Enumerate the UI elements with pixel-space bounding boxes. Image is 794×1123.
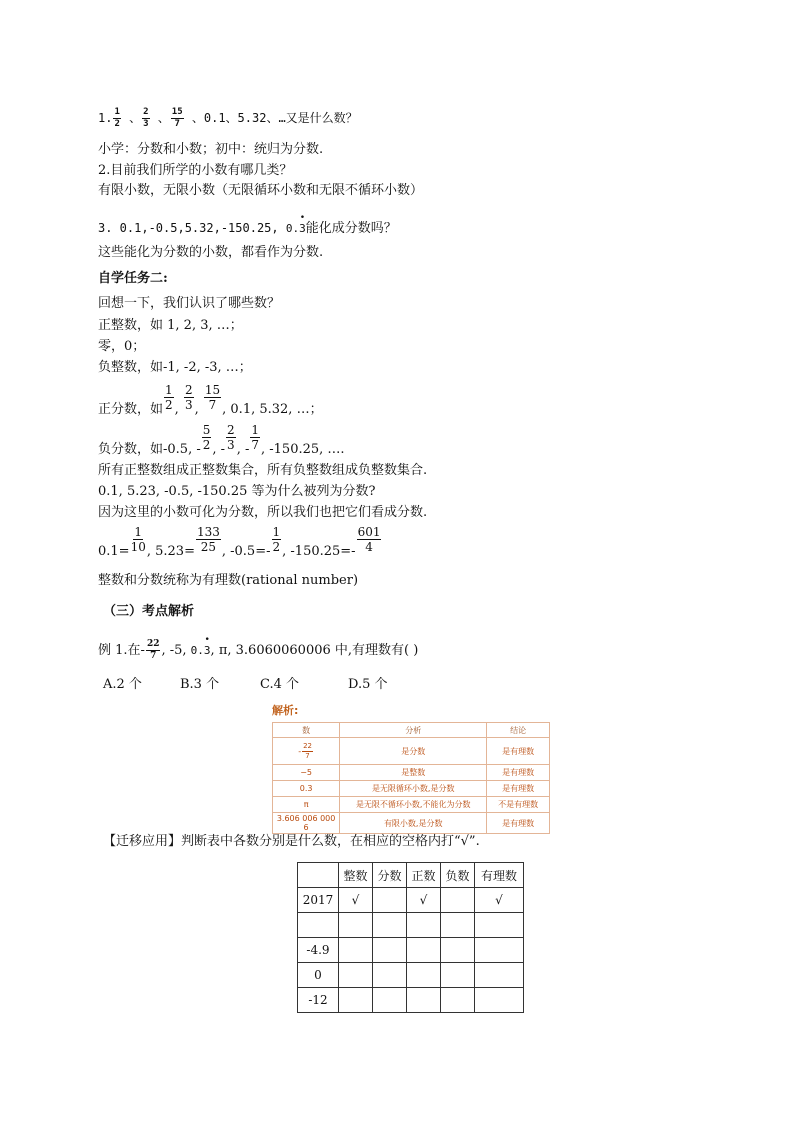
analysis-cell: 是分数 (340, 738, 487, 765)
analysis-row (273, 781, 550, 797)
check-cell[interactable] (373, 913, 407, 938)
header-cell: 整数 (339, 863, 373, 888)
header-cell: 分数 (373, 863, 407, 888)
why-question: 0.1, 5.23, -0.5, -150.25 等为什么被列为分数? (98, 484, 376, 499)
fraction: $\frac{2}{3}$ (143, 107, 149, 129)
transfer-application: 【迁移应用】判断表中各数分别是什么数，在相应的空格内打“√”. (103, 834, 480, 849)
number-cell: -4.9 (298, 938, 339, 963)
check-cell[interactable] (407, 913, 441, 938)
number-cell (298, 913, 339, 938)
check-cell[interactable]: √ (407, 888, 441, 913)
fraction: $\frac{2}{3}$ (184, 383, 193, 412)
analysis-header-row (273, 723, 550, 738)
positive-integers: 正整数，如 1, 2, 3, …； (98, 318, 243, 333)
fraction: $\frac{1}{2}$ (272, 525, 281, 554)
fraction: $\frac{15}{7}$ (171, 107, 183, 129)
repeating-digit: • 3 (299, 221, 306, 237)
section-heading-3: （三）考点解析 (103, 604, 195, 619)
check-cell[interactable] (475, 988, 524, 1013)
analysis-cell: 是无限不循环小数,不能化为分数 (340, 797, 487, 813)
pi-symbol: π (218, 643, 228, 658)
fraction: $\frac{133}{25}$ (196, 525, 220, 554)
fraction: $\frac{22}{7}$ (146, 639, 160, 661)
analysis-cell: 是整数 (340, 765, 487, 781)
repeating-digit: • 3 (204, 643, 211, 659)
check-cell[interactable] (407, 963, 441, 988)
primary-answer: 小学：分数和小数；初中：统归为分数. (98, 142, 324, 157)
zero-line: 零，0； (98, 339, 146, 354)
check-cell[interactable] (475, 938, 524, 963)
fraction: $\frac{1}{10}$ (130, 525, 146, 554)
question-2: 2.目前我们所学的小数有哪几类？ (98, 163, 293, 178)
exercise-row (298, 963, 524, 988)
number-cell: - $\frac{22}{7}$ (273, 738, 340, 765)
exercise-row (298, 938, 524, 963)
check-cell[interactable] (373, 988, 407, 1013)
header-cell: 结论 (487, 723, 550, 738)
analysis-cell: 有限小数,是分数 (340, 813, 487, 834)
fraction: $\frac{1}{2}$ (114, 107, 120, 129)
header-cell (298, 863, 339, 888)
positive-fractions: 正分数，如 $\frac{1}{2}$ , $\frac{2}{3}$ , $\frac{15}{7}$ , 0.1, 5.32, …； (98, 383, 323, 417)
question-number: 1. (98, 111, 113, 125)
check-cell[interactable] (339, 913, 373, 938)
check-cell[interactable] (441, 988, 475, 1013)
number-cell: π (273, 797, 340, 813)
check-cell[interactable] (441, 913, 475, 938)
fraction: $\frac{15}{7}$ (204, 383, 221, 412)
exercise-row (298, 888, 524, 913)
fraction: $\frac{1}{7}$ (251, 423, 259, 452)
sets-statement: 所有正整数组成正整数集合，所有负整数组成负整数集合. (98, 463, 428, 478)
negative-integers: 负整数，如-1, -2, -3, …； (98, 360, 252, 375)
option-c: C.4 个 (260, 677, 300, 692)
header-cell: 数 (273, 723, 340, 738)
fraction: $\frac{5}{2}$ (202, 423, 211, 452)
analysis-row (273, 738, 550, 765)
recall-question: 回想一下，我们认识了哪些数？ (98, 296, 281, 311)
analysis-row (273, 765, 550, 781)
conclusion-cell: 是有理数 (487, 765, 550, 781)
section-heading-task2: 自学任务二: (98, 271, 168, 286)
header-cell: 分析 (340, 723, 487, 738)
option-b: B.3 个 (180, 677, 220, 692)
check-cell[interactable] (441, 888, 475, 913)
question-3: 3. 0.1,-0.5,5.32,-150.25, 0.• 3能化成分数吗？ (98, 220, 397, 237)
option-a: A.2 个 (103, 677, 142, 692)
conclusion-cell: 是有理数 (487, 738, 550, 765)
analysis-title: 解析: (272, 704, 299, 717)
check-cell[interactable] (475, 913, 524, 938)
analysis-row (273, 813, 550, 834)
conclusion-cell: 不是有理数 (487, 797, 550, 813)
rational-definition: 整数和分数统称为有理数(rational number) (98, 573, 359, 588)
check-cell[interactable] (407, 938, 441, 963)
exercise-header-row (298, 863, 524, 888)
exercise-table (297, 862, 524, 1013)
analysis-row (273, 797, 550, 813)
decimal-conversions: 0.1= $\frac{1}{10}$ , 5.23= $\frac{133}{25}$ , -0.5=- $\frac{1}{2}$ , -150.25=- $\frac{601}{4}$ (98, 525, 381, 559)
check-cell[interactable] (373, 938, 407, 963)
number-cell: 0 (298, 963, 339, 988)
check-cell[interactable] (407, 988, 441, 1013)
check-cell[interactable] (475, 963, 524, 988)
number-cell: 3.606 006 000 6 (273, 813, 340, 834)
check-cell[interactable] (373, 888, 407, 913)
check-cell[interactable] (339, 938, 373, 963)
check-cell[interactable] (339, 988, 373, 1013)
check-cell[interactable] (373, 963, 407, 988)
fraction: $\frac{1}{2}$ (165, 383, 173, 412)
check-cell[interactable] (441, 963, 475, 988)
number-cell: −5 (273, 765, 340, 781)
exercise-row (298, 988, 524, 1013)
check-cell[interactable]: √ (339, 888, 373, 913)
number-cell: -12 (298, 988, 339, 1013)
check-cell[interactable] (441, 938, 475, 963)
analysis-cell: 是无限循环小数,是分数 (340, 781, 487, 797)
fraction: $\frac{601}{4}$ (357, 525, 381, 554)
number-cell: 0.3 (273, 781, 340, 797)
analysis-table (272, 722, 550, 834)
option-d: D.5 个 (348, 677, 388, 692)
answer-2: 有限小数，无限小数（无限循环小数和无限不循环小数） (98, 183, 424, 198)
header-cell: 负数 (441, 863, 475, 888)
fraction: $\frac{2}{3}$ (227, 423, 235, 452)
number-cell: 2017 (298, 888, 339, 913)
check-cell[interactable] (339, 963, 373, 988)
exercise-row (298, 913, 524, 938)
because-statement: 因为这里的小数可化为分数，所以我们也把它们看成分数. (98, 505, 428, 520)
conclusion-cell: 是有理数 (487, 813, 550, 834)
negative-fractions: 负分数，如-0.5, - $\frac{5}{2}$ , - $\frac{2}{3}$ , - $\frac{1}{7}$ , -150.25, …. (98, 423, 345, 457)
question-1: 1. $\frac{1}{2}$ 、 $\frac{2}{3}$ 、 $\frac{15}{7}$ 、0.1、5.32、…又是什么数？ (98, 107, 358, 129)
example-1: 例 1.在- $\frac{22}{7}$ , -5, 0.• 3, π, 3.6060060006 中,有理数有( ) (98, 640, 418, 661)
conclusion-cell: 是有理数 (487, 781, 550, 797)
check-cell[interactable]: √ (475, 888, 524, 913)
answer-3: 这些能化为分数的小数，都看作为分数. (98, 245, 324, 260)
header-cell: 有理数 (475, 863, 524, 888)
header-cell: 正数 (407, 863, 441, 888)
